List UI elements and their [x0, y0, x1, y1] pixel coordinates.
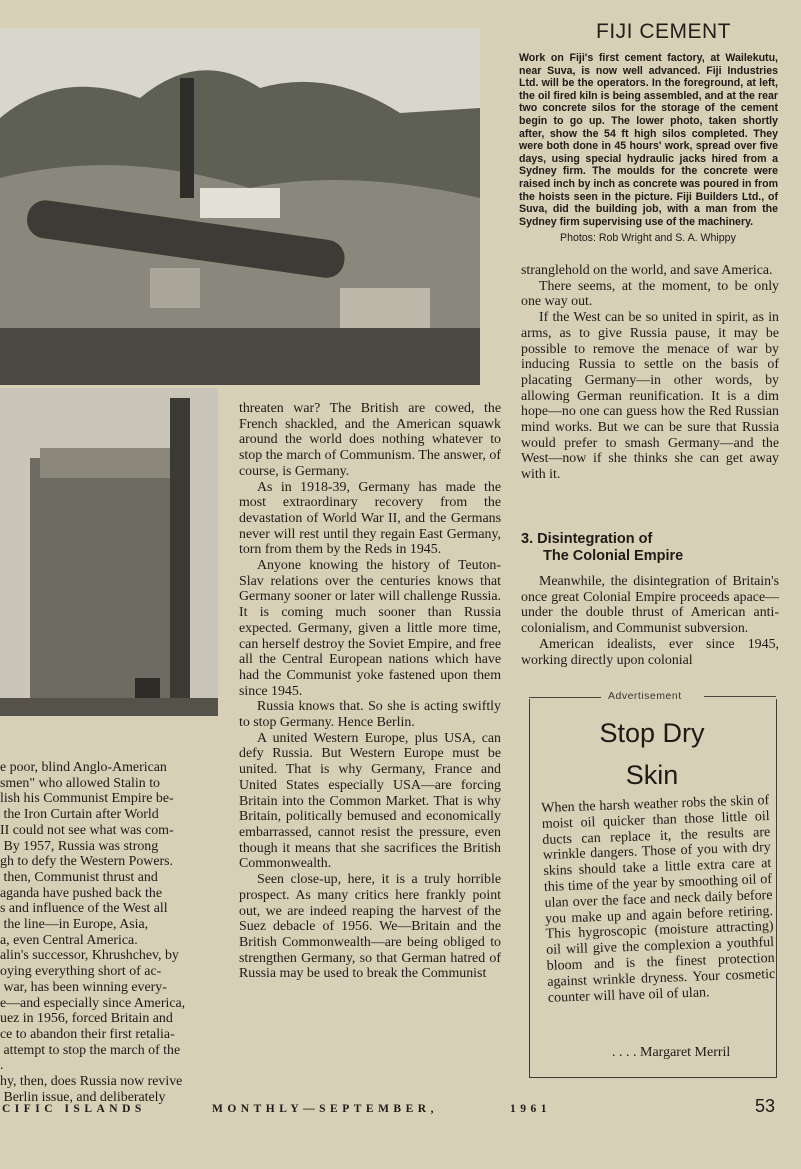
ad-title-line2: Skin [625, 760, 679, 790]
paragraph: Anyone knowing the history of Teuton-Slav relations over the centuries knows that Germany sooner or later will challenge Russia. It is coming much sooner than Russia expected. Germany, given a little more time, can herself destroy the Soviet Empire, and free all the Central European nations which have had the Communist yoke fastened upon them since 1945. [239, 558, 501, 699]
photo-kiln-construction-art [0, 28, 480, 385]
photo-kiln-construction [0, 28, 480, 385]
left-column-text: e poor, blind Anglo-American smen" who allowed Stalin to lish his Communist Empire be- the Iron Curtain after World II could not see what was com- By 1957, Russia was strong gh to defy the Western Powers. then, Communist thrust and aganda have pushed back the s and influence of the West all the line—in Europe, Asia, a, even Central America. alin's successor, Khrushchev, by oying everything short of ac- war, has been winning every- e—and especially since America, uez in 1956, forced Britain and ce to abandon their first retalia- attempt to stop the march of the . hy, then, does Russia now revive Berlin issue, and deliberately [0, 760, 186, 1105]
paragraph: American idealists, ever since 1945, working directly upon colonial [521, 636, 779, 668]
right-column-bottom [521, 574, 779, 668]
paragraph: As in 1918-39, Germany has made the most extraordinary recovery from the devastation of World War II, and the Germans never will rest until they regain East Germany, torn from them by the Reds in 1945. [239, 479, 501, 558]
paragraph: If the West can be so united in spirit, as in arms, as to give Russia pause, it may be possible to remove the menace of war by inducing Russia to settle on the basis of placating Germany—in other words, by allowing German reunification. It is a dim hope—no one can guess how the Red Russian mind works. But we can be sure that Russia would prefer to smash Germany—and the West—now if she thinks she can get away with it. [521, 310, 779, 483]
footer-year: 1961 [510, 1103, 551, 1115]
paragraph: Meanwhile, the disintegration of Britain's once great Colonial Empire proceeds apace—under the double thrust of American anti-colonialism, and Communist subversion. [521, 574, 779, 637]
page-number: 53 [755, 1096, 776, 1116]
ad-label: Advertisement [608, 690, 682, 702]
ad-rule-left [529, 697, 601, 698]
photo-silos-completed [0, 388, 218, 716]
ad-rule-right [704, 696, 776, 697]
right-column-top [521, 263, 779, 483]
page-title: FIJI CEMENT [596, 20, 731, 43]
ad-title-line1: Stop Dry [599, 718, 705, 748]
section-heading [521, 531, 683, 565]
footer-publication-part1: CIFIC ISLANDS [2, 1103, 146, 1115]
section-heading-line1: 3. Disintegration of [521, 531, 653, 547]
paragraph: There seems, at the moment, to be only one way out. [521, 278, 779, 310]
paragraph: Russia knows that. So she is acting swiftly to stop Germany. Hence Berlin. [239, 699, 501, 731]
middle-column [239, 401, 501, 982]
photo-caption: Work on Fiji's first cement factory, at Wailekutu, near Suva, is now well advanced. Fiji Industries Ltd. will be the operators. In the foreground, at left, the oil fired kiln is being assembled, and at the rear two concrete silos for the storage of the cement begin to go up. The lower photo, taken shortly after, show the 54 ft high silos completed. They were both done in 45 hours' work, spread over five days, using special hydraulic jacks hired from a Sydney firm. The moulds for the concrete were raised inch by inch as concrete was poured in from the hoists seen in the picture. Fiji Builders Ltd., of Suva, did the building job, with a man from the Sydney firm supervising use of the machinery. [519, 52, 778, 228]
paragraph: stranglehold on the world, and save America. [521, 263, 773, 278]
ad-body: When the harsh weather robs the skin of moist oil quicker than those little oil ducts can replace it, the results are wrinkle dangers. Those of you with dry skins should take a little extra care at this time of the year by smoothing oil of ulan over the face and neck daily before you make up and again before retiring. This hygroscopic (moisture attracting) oil will give the complexion a youthful bloom and is the finest protection against wrinkle dryness. Your cosmetic counter will have oil of ulan. [541, 793, 776, 1006]
footer-publication-part2: MONTHLY—SEPTEMBER, [212, 1103, 438, 1115]
photo-silos-art [0, 388, 218, 716]
paragraph: Seen close-up, here, it is a truly horrible prospect. As many critics here frankly point out, we are indeed reaping the harvest of the Suez debacle of 1956. We—Britain and the British Commonwealth—are being obliged to strengthen Germany, so that German hatred of Russia may be used to break the Communist [239, 872, 501, 982]
section-heading-line2: The Colonial Empire [543, 548, 684, 564]
paragraph: threaten war? The British are cowed, the French shackled, and the American squawk around the world does nothing whatever to stop the march of Communism. The answer, of course, is Germany. [239, 401, 501, 479]
photo-credit: Photos: Rob Wright and S. A. Whippy [560, 232, 736, 244]
ad-signature: . . . . Margaret Merril [612, 1045, 731, 1060]
paragraph: A united Western Europe, plus USA, can defy Russia. But Western Europe must be united. That is why Germany, France and United States especially USA—are forcing Britain into the Common Market. That is why Britain, politically bemused and economically embarrassed, cannot resist the pressure, even though it means that she sacrifices the British Commonwealth. [239, 730, 501, 872]
ad-title [529, 712, 775, 796]
